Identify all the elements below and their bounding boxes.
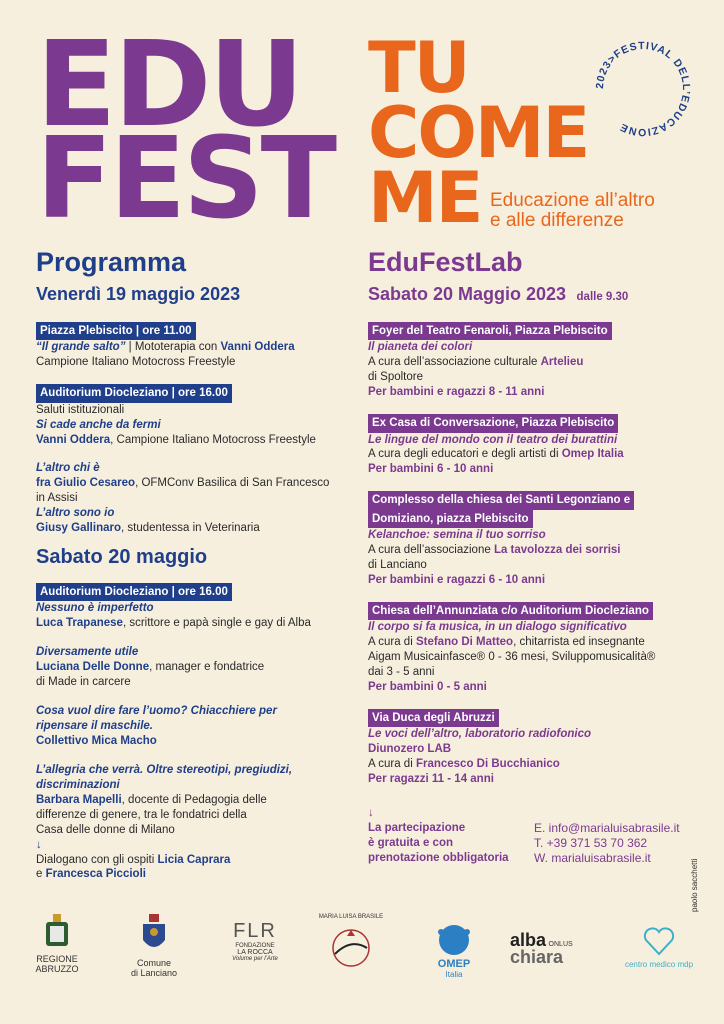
lab-1-tag: Foyer del Teatro Fenaroli, Piazza Plebiscito	[368, 322, 612, 340]
day2-heading: Sabato 20 maggio	[36, 546, 208, 568]
session-8-title-2: discriminazioni	[36, 778, 120, 791]
session-5-title: Nessuno è imperfetto	[36, 602, 154, 615]
session-8-line3: Casa delle donne di Milano	[36, 823, 175, 836]
session-9-text: Dialogano con gli ospiti	[36, 853, 158, 866]
participation-line-3: prenotazione obbligatoria	[368, 851, 509, 864]
lab-2-target: Per bambini 6 - 10 anni	[368, 463, 494, 476]
session-2	[36, 384, 356, 447]
lab-4-rest: , chitarrista ed insegnante	[513, 636, 645, 649]
session-4-guest: Giusy Gallinaro	[36, 522, 121, 535]
onlus-label: ONLUS	[548, 941, 573, 948]
participation-note	[368, 806, 509, 866]
svg-text:2023>FESTIVAL DELL’EDUCAZIONE	[594, 40, 692, 138]
lab-1-target: Per bambini e ragazzi 8 - 11 anni	[368, 386, 545, 399]
session-9-guest-1: Licia Caprara	[157, 853, 231, 866]
lab-4	[368, 602, 698, 695]
coat-of-arms-icon	[42, 912, 72, 952]
festival-badge	[588, 34, 698, 144]
edufestlab-title: EduFestLab	[368, 247, 523, 277]
session-3-rest: , OFMConv Basilica di San Francesco	[135, 477, 330, 490]
session-2-rest: , Campione Italiano Motocross Freestyle	[110, 433, 316, 446]
session-5-rest: , scrittore e papà single e gay di Alba	[122, 617, 311, 630]
lab-3-tag-2: Domiziano, piazza Plebiscito	[368, 510, 533, 528]
arrow-down-icon: ↓	[36, 838, 42, 851]
subtitle-line-1: Educazione all’altro	[490, 190, 655, 211]
session-5-guest: Luca Trapanese	[36, 617, 123, 630]
session-7	[36, 704, 356, 749]
session-1-guest: Vanni Oddera	[220, 341, 295, 354]
flr-sub-3: Volume per l’Arte	[232, 956, 278, 962]
logo-maria-luisa-brasile	[316, 914, 386, 974]
session-2-line1: Saluti istituzionali	[36, 403, 125, 416]
lab-3-tag-1: Complesso della chiesa dei Santi Legonziano e	[368, 491, 634, 509]
session-6-title: Diversamente utile	[36, 646, 139, 659]
session-7-guest: Collettivo Mica Macho	[36, 734, 157, 747]
badge-text: 2023>FESTIVAL DELL’EDUCAZIONE	[593, 39, 693, 139]
session-3	[36, 461, 356, 536]
logo-flr	[220, 920, 290, 962]
lab-4-target: Per bambini 0 - 5 anni	[368, 680, 487, 693]
session-6-line2: di Made in carcere	[36, 676, 131, 689]
lab-4-tag: Chiesa dell’Annunziata c/o Auditorium Diocleziano	[368, 602, 653, 620]
session-2-tag: Auditorium Diocleziano | ore 16.00	[36, 384, 232, 402]
lab-4-title: Il corpo si fa musica, in un dialogo significativo	[368, 621, 627, 634]
session-8-title-1: L’allegria che verrà. Oltre stereotipi, pregiudizi,	[36, 763, 293, 776]
lab-3-line2: di Lanciano	[368, 558, 427, 571]
session-7-title-1: Cosa vuol dire fare l’uomo? Chiacchiere per	[36, 705, 277, 718]
session-5	[36, 583, 356, 631]
lab-3-org: La tavolozza dei sorrisi	[493, 544, 621, 556]
lab-2-org: Omep Italia	[561, 448, 624, 461]
edu-title: EDU	[36, 15, 302, 153]
lab-1-title: Il pianeta dei colori	[368, 341, 473, 354]
lab-day: Sabato 20 Maggio 2023	[368, 284, 567, 304]
logo-comune-lanciano	[126, 912, 182, 978]
session-4-rest: , studentessa in Veterinaria	[121, 522, 260, 535]
lab-2-text: A cura degli educatori e degli artisti di	[368, 448, 562, 461]
session-3-title: L’altro chi è	[36, 462, 100, 475]
me-title: ME	[368, 157, 482, 239]
session-8-line2: differenze di genere, tra le fondatrici della	[36, 808, 247, 821]
session-9-guest-2: Francesca Piccioli	[45, 868, 146, 881]
subtitle-line-2: e alle differenze	[490, 209, 624, 231]
lanciano-label-1: Comune	[136, 958, 172, 968]
lab-1-org: Artelieu	[540, 356, 584, 369]
lab-1-text: A cura dell’associazione culturale	[368, 356, 541, 369]
lab-5-org: Diunozero LAB	[368, 743, 452, 756]
session-2-title: Si cade anche da fermi	[36, 418, 161, 431]
session-5-tag: Auditorium Diocleziano | ore 16.00	[36, 583, 232, 601]
tu-title: TU	[368, 27, 469, 109]
lab-2-tag: Ex Casa di Conversazione, Piazza Plebiscito	[368, 414, 618, 432]
chiara-label: chiara	[510, 947, 564, 967]
crest-icon	[139, 912, 169, 956]
session-1-text: | Mototerapia con	[125, 341, 221, 354]
session-1-title: “Il grande salto”	[36, 341, 126, 354]
session-1	[36, 322, 356, 370]
lab-3-title: Kelanchoe: semina il tuo sorriso	[368, 529, 546, 542]
session-4-title: L’altro sono io	[36, 507, 115, 520]
flr-sub-1: FONDAZIONE	[235, 943, 275, 949]
lab-2	[368, 414, 698, 477]
alba-label: alba	[510, 930, 547, 950]
lab-4-line3: dai 3 - 5 anni	[368, 666, 435, 678]
logo-regione-abruzzo	[34, 912, 80, 974]
participation-line-2: è gratuita e con	[368, 836, 453, 849]
omep-sub: Italia	[445, 970, 463, 979]
lab-4-text: A cura di	[368, 636, 416, 649]
session-1-line2: Campione Italiano Motocross Freestyle	[36, 356, 236, 369]
photo-credit: paolo sacchetti	[690, 858, 699, 912]
logo-omep	[424, 922, 484, 979]
contact-email[interactable]: E. info@marialuisabrasile.it	[534, 821, 680, 835]
lab-5-text: A cura di	[368, 758, 416, 771]
flr-sub-2: LA ROCCA	[237, 949, 273, 956]
fest-title: FEST	[36, 114, 335, 244]
lab-5-teacher: Francesco Di Bucchianico	[415, 758, 560, 771]
lab-1-line2: di Spoltore	[368, 371, 423, 384]
lab-4-teacher: Stefano Di Matteo	[415, 636, 514, 649]
session-6	[36, 645, 356, 690]
session-8-guest: Barbara Mapelli	[36, 793, 122, 806]
flr-label: FLR	[233, 920, 277, 942]
lab-5-tag: Via Duca degli Abruzzi	[368, 709, 499, 727]
globe-icon	[429, 922, 479, 956]
session-8	[36, 763, 356, 883]
lab-2-title: Le lingue del mondo con il teatro dei burattini	[368, 433, 618, 446]
come-title: COME	[368, 92, 589, 174]
omep-label: OMEP	[437, 958, 471, 970]
contact-web[interactable]: W. marialuisabrasile.it	[534, 851, 651, 865]
lab-1	[368, 322, 698, 400]
contact-phone[interactable]: T. +39 371 53 70 362	[534, 836, 648, 850]
abruzzo-label-1: REGIONE	[36, 954, 78, 964]
session-6-rest: , manager e fondatrice	[149, 661, 265, 674]
abruzzo-label-2: ABRUZZO	[35, 964, 79, 974]
session-7-title-2: ripensare il maschile.	[36, 720, 153, 732]
lab-3-text: A cura dell’associazione	[368, 544, 494, 556]
arrow-down-icon: ↓	[368, 807, 374, 819]
logo-alba-chiara	[510, 930, 598, 968]
lab-5	[368, 709, 698, 787]
session-8-rest: , docente di Pedagogia delle	[121, 793, 267, 806]
session-3-guest: fra Giulio Cesareo	[36, 477, 136, 490]
lab-day-heading	[368, 284, 628, 305]
session-9-and: e	[36, 868, 46, 881]
lab-5-target: Per ragazzi 11 - 14 anni	[368, 773, 494, 786]
left-col-2	[36, 583, 356, 882]
session-2-guest: Vanni Oddera	[36, 433, 111, 446]
session-6-guest: Luciana Delle Donne	[36, 661, 150, 674]
lab-3-target: Per bambini e ragazzi 6 - 10 anni	[368, 573, 546, 586]
lanciano-label-2: di Lanciano	[130, 968, 178, 978]
lab-3	[368, 491, 698, 588]
logo-centro-medico-mdp	[620, 922, 698, 969]
day1-heading: Venerdì 19 maggio 2023	[36, 284, 241, 304]
contacts	[534, 821, 680, 866]
session-1-tag: Piazza Plebiscito | ore 11.00	[36, 322, 196, 340]
mlb-label: MARIA LUISA BRASILE	[318, 914, 384, 920]
programma-title: Programma	[36, 247, 187, 277]
brasile-mark-icon	[321, 920, 381, 972]
lab-4-line2: Aigam Musicainfasce® 0 - 36 mesi, Sviluppomusicalità®	[368, 651, 656, 664]
lab-5-title: Le voci dell’altro, laboratorio radiofonico	[368, 728, 592, 741]
lab-time: dalle 9.30	[576, 291, 629, 303]
hero-subtitle	[490, 191, 655, 231]
left-col-1	[36, 322, 356, 550]
right-col	[368, 322, 698, 801]
heart-icon	[642, 922, 676, 958]
participation-line-1: La partecipazione	[368, 821, 466, 834]
session-3-line2: in Assisi	[36, 492, 78, 505]
mdp-label: centro medico mdp	[624, 960, 694, 969]
